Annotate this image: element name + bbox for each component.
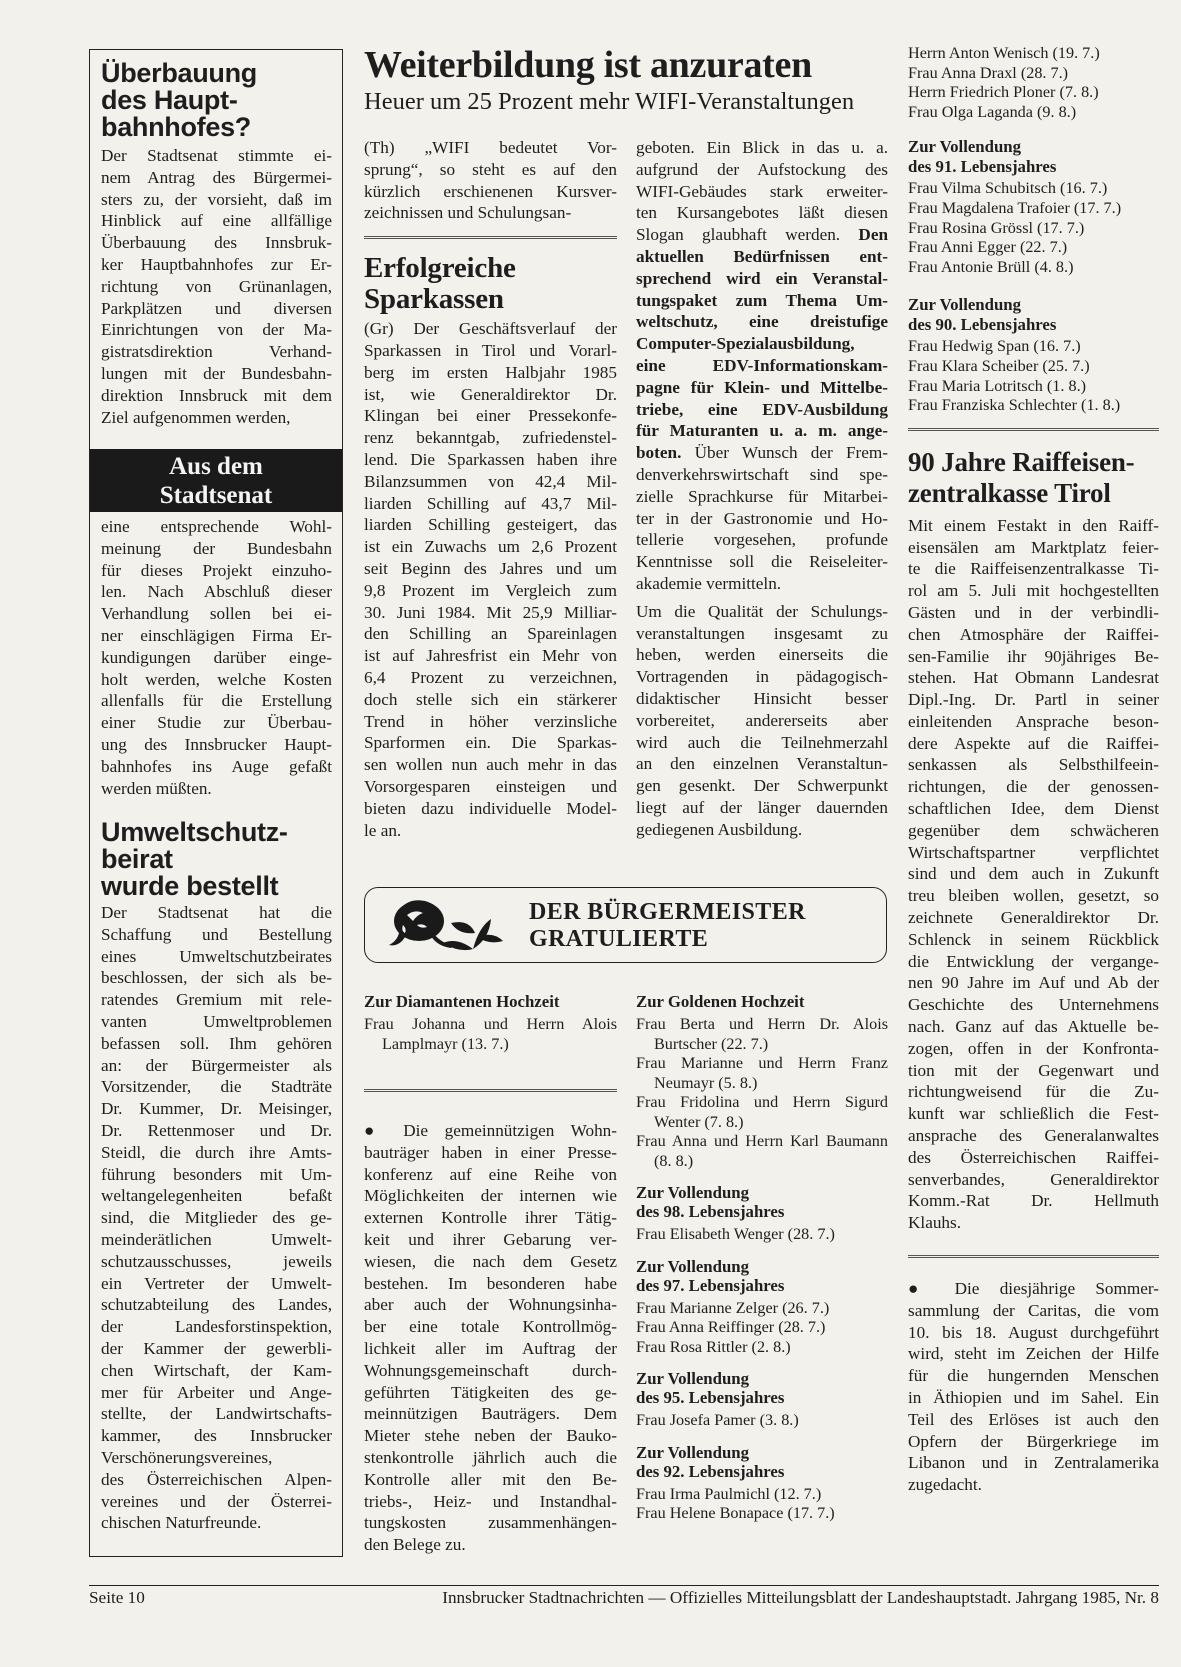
text-line: vereines und der Österrei- [101, 1491, 332, 1511]
text-line: sind, die Mitglieder des ge- [101, 1208, 332, 1228]
text-line: te die Raiffeisenzentralkasse Ti- [908, 559, 1159, 579]
text-line: Hinblick auf eine allfällige [101, 211, 332, 231]
text-raiffeisen [908, 515, 1159, 1234]
text-line: kürzlich erschienenen Kursver- [364, 181, 617, 201]
text-line: chen Wirtschaft, der Kam- [101, 1360, 332, 1380]
text-line: wird auch die Teilnehmerzahl [636, 732, 888, 752]
text-line: an den einzelnen Veranstaltun- [636, 754, 888, 774]
text-line: le an. [364, 820, 402, 840]
text-line: (Gr) Der Geschäftsverlauf der [364, 319, 617, 339]
headline-umweltschutz: Umweltschutz- beirat wurde bestellt [101, 817, 288, 901]
text-line: Vorsitzender, die Stadträte [101, 1077, 332, 1097]
text-line: sprung“, so steht es auf den [364, 159, 617, 179]
text-line: ten Kursangebotes läßt diesen [636, 203, 888, 223]
text-line: lungen mit der Bundesbahn- [101, 363, 332, 383]
text-line: Dr. Kummer, Dr. Meisinger, [101, 1099, 332, 1119]
gratulation-heading: Zur Vollendung des 98. Lebensjahres [636, 1183, 785, 1221]
text-line: Sparformen ein. Die Sparkas- [364, 733, 617, 753]
text-line: Verschönerungsvereines, [101, 1447, 273, 1467]
text-line: triebs-, Heiz- und Instandhal- [364, 1491, 617, 1511]
text-line: Herrn Friedrich Ploner (7. 8.) [908, 83, 1099, 102]
text-line: stenkontrolle jährlich auch die [364, 1447, 617, 1467]
gratulation-group [636, 1369, 888, 1431]
headline-weiterbildung: Weiterbildung ist anzuraten [364, 44, 812, 86]
text-sparkassen [364, 318, 617, 841]
text-line: eisensälen am Marktplatz feier- [908, 537, 1159, 557]
headline-sparkassen: Erfolgreiche Sparkassen [364, 252, 516, 316]
text-line: triebe, eine EDV-Ausbildung [636, 399, 888, 419]
text-wohnbau [364, 1120, 617, 1556]
list-item: Frau Anna Reiffinger (28. 7.) [636, 1318, 826, 1336]
text-line: schutzabteilung des Landes, [101, 1295, 332, 1315]
text-line: Verhandlung sollen bei ei- [101, 604, 332, 624]
footer-rule [89, 1585, 1159, 1586]
text-line: meinnützigen Bauträgers. Dem [364, 1404, 617, 1424]
gratulation-diamant [364, 992, 617, 1092]
text-line: holt werden, welche Kosten [101, 669, 332, 689]
text-line: für die hungernden Menschen [908, 1366, 1159, 1386]
gratulation-group [636, 992, 888, 1171]
subheadline-wifi: Heuer um 25 Prozent mehr WIFI-Veranstaltungen [364, 88, 855, 115]
text-line: sprechend wird ein Veranstal- [636, 268, 888, 288]
text-line: Parkplätzen und diversen [101, 298, 332, 318]
text-line: ein Vertreter der Umwelt- [101, 1273, 332, 1293]
text-line: Herrn Anton Wenisch (19. 7.) [908, 44, 1100, 62]
gratulation-group [636, 1443, 888, 1524]
text-line: dere Aspekte auf die Raiffei- [908, 733, 1159, 753]
text-line: 9,8 Prozent im Vergleich zum [364, 580, 617, 600]
text-line: Wirtschaftspartner verpflichtet [908, 842, 1159, 862]
text-line: ker Hauptbahnhofes zur Er- [101, 254, 332, 274]
text-line: Frau Hedwig Span (16. 7.) [908, 337, 1081, 356]
text-line: Teil des Erlöses ist auch den [908, 1409, 1159, 1429]
left-article-box [89, 49, 343, 1557]
text-line: sen-Familie ihr 90jähriges Be- [908, 646, 1159, 666]
text-line: didaktischer Hinsicht besser [636, 688, 888, 708]
text-line: WIFI-Gebäudes stark erweiter- [636, 181, 888, 201]
text-line: zeichnete Generaldirektor Dr. [908, 908, 1159, 928]
text-line: sters zu, der vorsieht, daß im [101, 189, 332, 209]
text-line: ung des Innsbrucker Haupt- [101, 734, 332, 754]
text-wifi-col2: geboten. Ein Blick in das u. a. aufgrund der Aufstockung des WIFI-Gebäudes stark erweiter- ten Kursangebotes läßt diesen Slogan glaubhaft werden. Den aktuellen Bedürfnissen ent- sprechend wird ein Veranstal- tungspaket zum Thema Um- weltschutz, eine dreistufige Computer-Spezialausbildung, eine EDV-Informationskam- pagne für Klein- und Mittelbe- triebe, eine EDV-Ausbildung für Maturanten u. a. m. ange- boten. Über Wunsch der Frem- denverkehrswirtschaft sind spe- zielle Sprachkurse für Mitarbei- ter in der Gastronomie und Ho- tellerie vorgesehen, profunde Kenntnisse soll die Reiseleiter- akademie vermitteln. Um die Qualität der Schulungs- veranstaltungen insgesamt zu heben, werden einerseits die Vortragenden in pädagogisch- didaktischer Hinsicht besser vorbereitet, andererseits aber wird auch die Teilnehmerzahl an den einzelnen Veranstaltun- gen gesenkt. Der Schwerpunkt liegt auf der länger dauernden gediegenen Ausbildung. [636, 138, 889, 839]
text-line: sen wollen nun auch mehr in das [364, 755, 617, 775]
text-line: liegt auf der länger dauernden [636, 797, 888, 817]
divider [908, 1255, 1159, 1258]
list-item: Frau Irma Paulmichl (12. 7.) [636, 1484, 822, 1503]
column-mid-left [364, 137, 617, 841]
text-line: chischen Naturfreunde. [101, 1513, 262, 1533]
text-line: den Schilling an Spareinlagen [364, 624, 617, 644]
text-line: tion mit der Gegenwart und [908, 1060, 1159, 1080]
text-line: Möglichkeiten der internen wie [364, 1186, 617, 1206]
text-line: der Landesforstinspektion, [101, 1317, 332, 1337]
text-umweltschutz [101, 902, 332, 1534]
text-line: weltschutz, eine dreistufige [636, 312, 888, 332]
text-line: Frau Franziska Schlechter (1. 8.) [908, 396, 1121, 415]
list-item: Frau Josefa Pamer (3. 8.) [636, 1411, 799, 1429]
text-line: geführten Tätigkeiten des ge- [364, 1382, 617, 1402]
text-line: den Belege zu. [364, 1535, 466, 1555]
text-line: mer für Arbeiter und Ange- [101, 1382, 332, 1402]
text-line: meinung der Bundesbahn [101, 538, 332, 558]
text-line: richtungen, die der genossen- [908, 777, 1159, 797]
text-line: externen Kontrolle ihrer Tätig- [364, 1208, 617, 1228]
text-line: zugedacht. [908, 1475, 982, 1495]
gratulation-heading: Zur Vollendung des 95. Lebensjahres [636, 1369, 785, 1407]
text-line: bestehen. Im besonderen habe [364, 1273, 617, 1293]
headline-bahnhof: Überbauung des Haupt- bahnhofes? [101, 58, 257, 142]
text-line: keit und ihrer Gebarung ver- [364, 1229, 617, 1249]
text-line: allenfalls für die Erstellung [101, 691, 332, 711]
text-line: eine entsprechende Wohl- [101, 517, 332, 536]
text-caritas [908, 1278, 1159, 1496]
text-line: Mit einem Festakt in den Raiff- [908, 515, 1159, 535]
text-line: Frau Klara Scheiber (25. 7.) [908, 356, 1090, 375]
text-line: Um die Qualität der Schulungs- [636, 601, 888, 621]
gratulation-heading: Zur Vollendung des 92. Lebensjahres [636, 1442, 785, 1481]
text-line: (Th) „WIFI bedeutet Vor- [364, 138, 617, 157]
text-line: nen 90 Jahre im Auf und Ab der [908, 973, 1159, 993]
text-line: Libanon und in Zentralamerika [908, 1453, 1159, 1473]
text-line: Frau Magdalena Trafoier (17. 7.) [908, 198, 1122, 217]
text-line: berg im ersten Halbjahr 1985 [364, 362, 617, 382]
text-line: Dipl.-Ing. Dr. Partl in seiner [908, 690, 1159, 710]
text-bahnhof-bottom [101, 516, 332, 799]
text-line: Schaffung und Bestellung [101, 924, 332, 944]
heading-91: Zur Vollendung des 91. Lebensjahres [908, 137, 1057, 176]
text-line: bieten dazu individuelle Model- [364, 798, 617, 818]
text-line: lend. Die Sparkassen haben ihre [364, 449, 617, 469]
page-number: Seite 10 [89, 1588, 145, 1607]
article-umweltschutz [101, 819, 332, 1534]
text-line: liarden Schilling gesteigert, das [364, 515, 617, 535]
text-line: rol am 5. Juli mit hochgestellten [908, 581, 1159, 601]
text-line: ist, wie Generaldirektor Dr. [364, 384, 617, 404]
text-line: für dieses Projekt einzuho- [101, 560, 332, 580]
text-line: Frau Olga Laganda (9. 8.) [908, 102, 1077, 121]
section-label-stadtsenat: Aus dem Stadtsenat [90, 449, 342, 512]
text-line: gen gesenkt. Der Schwerpunkt [636, 776, 888, 796]
text-line: schaftlichen Idee, dem Dienst [908, 799, 1159, 819]
text-line: stehen. Hat Obmann Landesrat [908, 668, 1159, 688]
text-line: Kontrolle aller mit den Be- [364, 1469, 617, 1489]
text-line: zogen, offen in der Konfronta- [908, 1038, 1159, 1058]
heading-diamantene-hochzeit: Zur Diamantenen Hochzeit [364, 992, 560, 1011]
text-line: einer Studie zur Überbau- [101, 713, 332, 733]
text-line: tellerie vorgesehen, profunde [636, 530, 888, 550]
text-line: bauträger haben in einer Presse- [364, 1142, 617, 1162]
text-line: ● Die diesjährige Sommer- [908, 1279, 1159, 1299]
text-line: senverbandes, Generaldirektor [908, 1169, 1159, 1189]
text-line: Vortragenden in pädagogisch- [636, 667, 888, 687]
text-line: tungskosten zusammenhängen- [364, 1513, 617, 1533]
text-line: Frau Maria Lotritsch (1. 8.) [908, 376, 1087, 395]
text-line: liarden Schilling auf 43,7 Mil- [364, 493, 617, 513]
gratulation-group [636, 1257, 888, 1358]
text-line: veranstaltungen insgesamt zu [636, 623, 888, 643]
text-line: Trend in höher verzinsliche [364, 711, 617, 731]
text-line: wird, steht im Zeichen der Hilfe [908, 1344, 1159, 1364]
heading-90: Zur Vollendung des 90. Lebensjahres [908, 295, 1057, 334]
publication-line: Innsbrucker Stadtnachrichten — Offizielles Mitteilungsblatt der Landeshauptstadt. Jahrgang 1985, Nr. 8 [442, 1588, 1159, 1607]
article-bahnhof [101, 60, 332, 428]
text-line: Dr. Rettenmoser und Dr. [101, 1120, 332, 1140]
text-line: an: der Bürgermeister als [101, 1055, 332, 1075]
text-line: richtungweisend für die Zu- [908, 1082, 1159, 1102]
text-line: doch stelle sich ein stärkerer [364, 689, 617, 709]
text-line: Frau Anni Egger (22. 7.) [908, 238, 1068, 257]
text-line: des Österreichischen Raiffei- [908, 1147, 1159, 1167]
text-line: seit Beginn des Jahres und um [364, 558, 617, 578]
text-line: sammlung der Caritas, die vom [908, 1300, 1159, 1320]
text-line: eines Umweltschutzbeirates [101, 946, 332, 966]
text-line: Der Stadtsenat hat die [101, 903, 332, 922]
text-line: 10. bis 18. August durchgeführt [908, 1322, 1159, 1342]
text-line: direktion Innsbruck mit dem [101, 385, 332, 405]
list-item: Frau Rosa Rittler (2. 8.) [636, 1337, 791, 1356]
text-line: Der Stadtsenat stimmte ei- [101, 146, 332, 165]
text-line: Kenntnisse soll die Reiseleiter- [636, 552, 888, 572]
text-line: Bilanzsummen von 42,4 Mil- [364, 471, 617, 491]
divider [364, 1089, 617, 1092]
text-line: ist ein Zuwachs um 2,6 Prozent [364, 537, 617, 557]
text-line: denverkehrswirtschaft sind spe- [636, 464, 888, 484]
text-line: zielle Sprachkurse für Mitarbei- [636, 486, 888, 506]
text-line: senkassen als Selbsthilfeein- [908, 755, 1159, 775]
text-line: aktuellen Bedürfnissen ent- [636, 246, 888, 266]
text-line: tungspaket zum Thema Um- [636, 290, 888, 310]
gratulation-heading: Zur Vollendung des 97. Lebensjahres [636, 1256, 785, 1295]
text-line: Schlenck in seinem Rückblick [908, 929, 1159, 949]
text-line: führung besonders mit Um- [101, 1164, 332, 1184]
text-line: meinderätlichen Umwelt- [101, 1229, 332, 1249]
text-line: vorbereitet, andererseits aber [636, 710, 888, 730]
list-item: Frau Marianne und Herrn Franz Neumayr (5. 8.) [636, 1054, 888, 1092]
list-item: Frau Johanna und Herrn Alois Lamplmayr (13. 7.) [364, 1015, 617, 1053]
list-item: Frau Fridolina und Herrn Sigurd Wenter (7. 8.) [636, 1093, 888, 1131]
text-line: Wohnungsgemeinschaft durch- [364, 1360, 617, 1380]
gratulation-banner [364, 887, 887, 963]
list-item: Frau Marianne Zelger (26. 7.) [636, 1298, 830, 1317]
article-wohnbau [364, 1120, 617, 1556]
rose-icon [377, 893, 517, 957]
text-line: richtung von Grünanlagen, [101, 276, 332, 296]
text-line: Frau Anna Draxl (28. 7.) [908, 63, 1069, 82]
text-line: Komm.-Rat Dr. Hellmuth [908, 1191, 1159, 1211]
text-line: len. Nach Abschluß dieser [101, 582, 332, 602]
text-line: ansprache des Generalanwaltes [908, 1126, 1159, 1146]
text-line: eine EDV-Informationskam- [636, 355, 888, 375]
text-line: ber eine totale Kontrollmög- [364, 1317, 617, 1337]
text-line: pagne für Klein- und Mittelbe- [636, 377, 888, 397]
text-line: nem Antrag des Bürgermei- [101, 167, 332, 187]
list-item: Frau Elisabeth Wenger (28. 7.) [636, 1225, 835, 1243]
text-bahnhof-top [101, 145, 332, 428]
column-right [908, 44, 1159, 1496]
list-item: Frau Helene Bonapace (17. 7.) [636, 1504, 835, 1522]
text-line: Klingan bei einer Pressekonfe- [364, 406, 617, 426]
text-line: Frau Vilma Schubitsch (16. 7.) [908, 179, 1108, 198]
text-line: Ziel aufgenommen werden, [101, 407, 291, 427]
headline-raiffeisen: 90 Jahre Raiffeisen- zentralkasse Tirol [908, 446, 1135, 508]
gratulation-group [636, 1183, 888, 1245]
text-line: Gästen und in der verbindli- [908, 602, 1159, 622]
text-line: aufgrund der Aufstockung des [636, 159, 888, 179]
text-line: geboten. Ein Blick in das u. a. [636, 138, 888, 157]
text-line: kammer, des Innsbrucker [101, 1426, 332, 1446]
text-line: der Kammer der gewerbli- [101, 1338, 332, 1358]
gratulation-heading: Zur Goldenen Hochzeit [636, 992, 805, 1011]
text-line: lichkeit aller im Auftrag der [364, 1338, 617, 1358]
text-line: ratendes Gremium mit rele- [101, 990, 332, 1010]
text-line: Sparkassen in Tirol und Vorarl- [364, 340, 617, 360]
text-line: Opfern der Bürgerkriege im [908, 1431, 1159, 1451]
text-line: die Entwicklung der vergange- [908, 951, 1159, 971]
gratulation-title: DER BÜRGERMEISTER GRATULIERTE [529, 899, 806, 952]
text-line: Vorsorgesparen einsteigen und [364, 776, 617, 796]
divider [908, 428, 1159, 431]
text-line: bahnhofes ins Auge gefaßt [101, 756, 332, 776]
text-line: renz bekanntgab, zufriedenstel- [364, 428, 617, 448]
text-line: aber auch der Wohnungsinha- [364, 1295, 617, 1315]
text-line: in Äthiopien und im Sahel. Ein [908, 1388, 1159, 1407]
text-line: nach. Ganz auf das Aktuelle be- [908, 1017, 1159, 1037]
text-line: vanten Umweltproblemen [101, 1011, 332, 1031]
text-line: einleitenden Ansprache beson- [908, 711, 1159, 731]
text-line: akademie vermitteln. [636, 573, 782, 593]
text-line: Frau Antonie Brüll (4. 8.) [908, 257, 1074, 276]
text-wifi-col1 [364, 137, 617, 224]
text-line: gistratsdirektion Verhand- [101, 342, 332, 362]
text-line: für Maturanten u. a. m. ange- [636, 421, 888, 441]
text-line: befassen soll. Ihm gehören [101, 1033, 332, 1053]
text-line: treu bleiben wollen, gesetzt, so [908, 886, 1159, 906]
list-item: Frau Berta und Herrn Dr. Alois Burtscher (22. 7.) [636, 1015, 888, 1053]
text-line: ist auf Jahresfrist ein Mehr von [364, 646, 617, 666]
text-line: kunft war schließlich die Fest- [908, 1104, 1159, 1124]
column-mid-right [636, 137, 888, 841]
article-bahnhof-continued [101, 516, 332, 799]
text-line: Steidl, die durch ihre Amts- [101, 1142, 332, 1162]
text-line: Computer-Spezialausbildung, [636, 334, 855, 354]
text-line: konferenz auf eine Reihe von [364, 1164, 617, 1184]
text-line: sind und dem auch in Zukunft [908, 864, 1159, 884]
text-line: Frau Rosina Grössl (17. 7.) [908, 218, 1085, 237]
divider [364, 236, 617, 239]
text-line: Einrichtungen von der Ma- [101, 320, 332, 340]
list-item: Frau Anna und Herrn Karl Baumann (8. 8.) [636, 1132, 888, 1170]
text-line: Mieter stehe neben der Bauko- [364, 1426, 617, 1446]
text-line: Klauhs. [908, 1213, 961, 1233]
text-line: ● Die gemeinnützigen Wohn- [364, 1121, 617, 1140]
text-line: 6,4 Prozent zu verzeichnen, [364, 667, 617, 687]
text-line: werden müßten. [101, 778, 212, 798]
text-line: kundigungen darüber einge- [101, 647, 332, 667]
gratulation-list-mid [636, 992, 888, 1536]
text-line: ner einschlägigen Firma Er- [101, 625, 332, 645]
text-line: heben, werden einerseits die [636, 645, 888, 665]
text-line: wiesen, die nach dem Gesetz [364, 1251, 617, 1271]
text-line: des Österreichischen Alpen- [101, 1469, 332, 1489]
text-line: schutzausschusses, jeweils [101, 1251, 332, 1271]
text-line: zeichnissen und Schulungsan- [364, 203, 572, 223]
text-line: Geschichte des Unternehmens [908, 995, 1159, 1015]
text-line: chen Atmosphäre der Raiffei- [908, 624, 1159, 644]
text-line: beschlossen, der sich als be- [101, 968, 332, 988]
text-line: stellte, der Landwirtschafts- [101, 1404, 332, 1424]
text-line: Überbauung des Innsbruk- [101, 233, 332, 253]
text-line: weltangelegenheiten befaßt [101, 1186, 332, 1206]
text-line: 30. Juni 1984. Mit 25,9 Milliar- [364, 602, 617, 622]
text-line: gediegenen Ausbildung. [636, 819, 803, 839]
text-line: gegenüber dem schwächeren [908, 820, 1159, 840]
text-line: ter in der Gastronomie und Ho- [636, 508, 888, 528]
